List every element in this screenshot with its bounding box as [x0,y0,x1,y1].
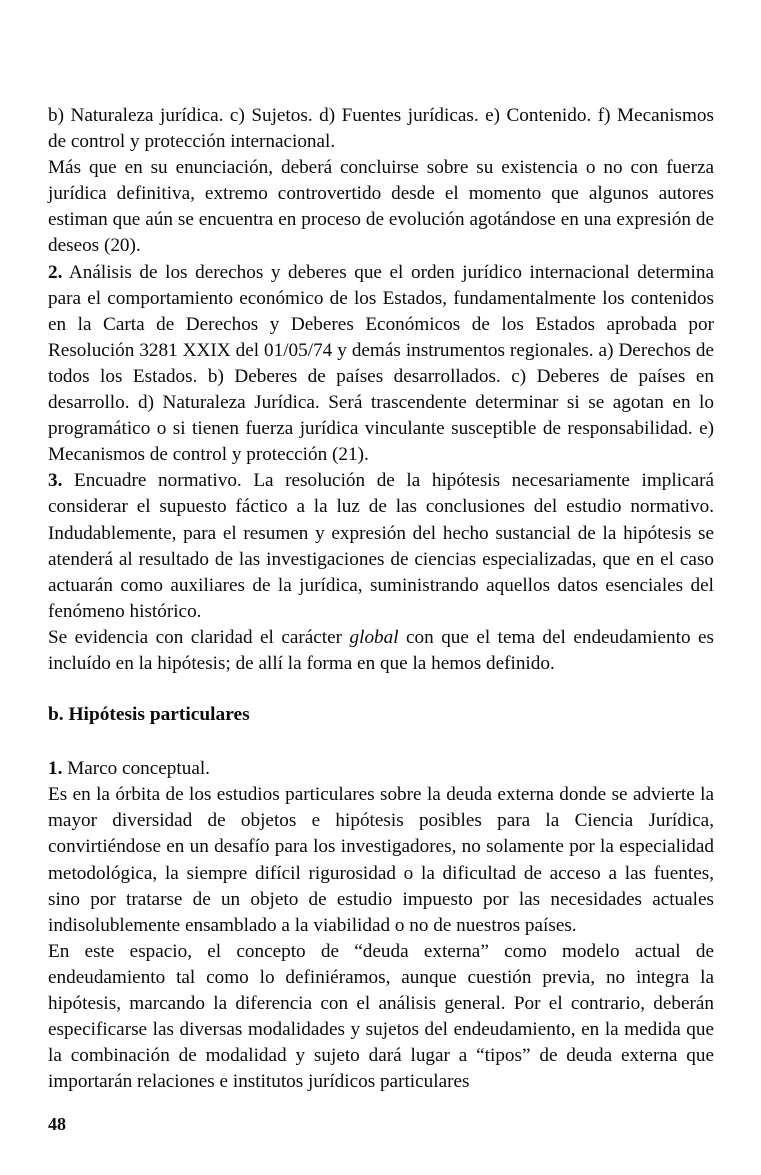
paragraph-7: Es en la órbita de los estudios particulares sobre la deuda externa donde se advierte la mayor diversidad de objetos e hipótesis posibles para la Ciencia Jurídica, convirtiéndose en un desafío para los investigadores, no solamente por la especialidad metodológica, la siempre difícil rigurosidad o la dificultad de acceso a las fuentes, sino por tratarse de un objeto de estudio impuesto por las necesidades actuales indisolublemente ensamblado a la viabilidad o no de nuestros países. [48,784,714,936]
paragraph-4-text: Encuadre normativo. La resolución de la hipótesis necesariamente implicará considerar el supuesto fáctico a la luz de las conclusiones del estudio normativo. Indudablemente, para el resumen y expresión del hecho sustancial de la hipótesis se atenderá al resultado de las investigaciones de ciencias especializadas, que en el caso actuarán como auxiliares de la jurídica, suministrando aquellos datos esenciales del fenómeno histórico. [48,470,714,622]
paragraph-6 [48,756,714,782]
item-number-2: 2. [48,261,63,283]
paragraph-2: Más que en su enunciación, deberá concluirse sobre su existencia o no con fuerza jurídica definitiva, extremo controvertido desde el momento que algunos autores estiman que aún se encuentra en proceso de evolución agotándose en una expresión de deseos (20). [48,157,714,257]
page-number: 48 [48,1114,66,1134]
paragraph-3-text: Análisis de los derechos y deberes que el orden jurídico internacional determina para el comportamiento económico de los Estados, fundamentalmente los contenidos en la Carta de Derechos y Deberes Económicos de los Estados aprobada por Resolución 3281 XXIX del 01/05/74 y demás instrumentos regionales. a) Derechos de todos los Estados. b) Deberes de países desarrollados. c) Deberes de países en desarrollo. d) Naturaleza Jurídica. Será trascendente determinar si se agotan en lo programático o si tienen fuerza jurídica vinculante susceptible de responsabilidad. e) Mecanismos de control y protección (21). [48,261,714,466]
paragraph-5 [48,625,714,677]
paragraph-1: b) Naturaleza jurídica. c) Sujetos. d) Fuentes jurídicas. e) Contenido. f) Mecanismos de control y protección internacional. [48,105,714,153]
paragraph-3 [48,260,714,469]
paragraph-5-emphasis: global [349,626,399,648]
paragraph-4 [48,468,714,625]
paragraph-6-text: Marco conceptual. [62,758,210,780]
item-number-3: 3. [48,470,63,492]
paragraph-5-text-before: Se evidencia con claridad el carácter [48,626,350,648]
paragraph-8: En este espacio, el concepto de “deuda externa” como modelo actual de endeudamiento tal como lo definiéramos, aunque cuestión previa, no integra la hipótesis, marcando la diferencia con el análisis general. Por el contrario, deberán especificarse las diversas modalidades y sujetos del endeudamiento, en la medida que la combinación de modalidad y sujeto dará lugar a “tipos” de deuda externa que importarán relaciones e institutos jurídicos particulares [48,940,714,1093]
body-text [48,103,714,1095]
paragraph-5-text-after: con que el tema del endeudamiento es incluído en la hipótesis; de allí la forma en que la hemos definido. [48,626,714,674]
item-number-1: 1. [48,758,63,780]
section-heading: b. Hipótesis particulares [48,704,250,726]
